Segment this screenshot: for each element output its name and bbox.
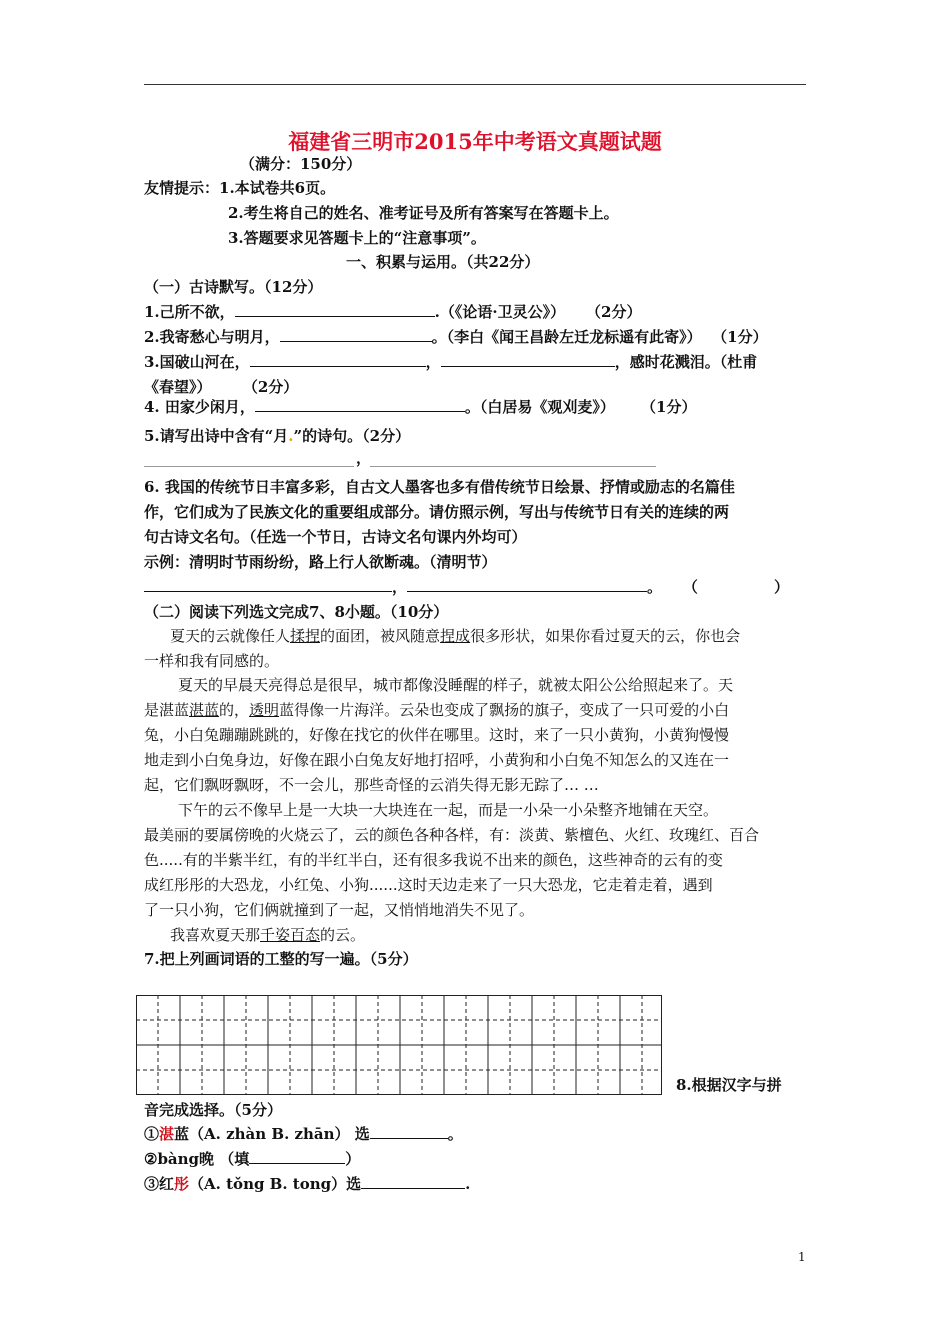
q6-paren-left: （ bbox=[682, 578, 698, 596]
q5-text-end: ”的诗句。（2分） bbox=[293, 427, 411, 445]
part-2-heading: （二）阅读下列选文完成7、8小题。（10分） bbox=[144, 603, 449, 621]
q8-item-3-end: . bbox=[465, 1175, 471, 1193]
q4-text: 4. 田家少闲月， bbox=[144, 398, 255, 416]
question-7: 7.把上列画词语的工整的写一遍。（5分） bbox=[144, 950, 418, 968]
tip-1: 1.本试卷共6页。 bbox=[219, 179, 336, 197]
q6-answer bbox=[144, 577, 789, 597]
q3-source-cont: 《春望》） bbox=[144, 378, 212, 396]
q3-source: ，感时花溅泪。（杜甫 bbox=[614, 353, 758, 371]
word-touming: 透明 bbox=[249, 701, 280, 719]
passage-p3-l2: 最美丽的要属傍晚的火烧云了，云的颜色各种各样，有：淡黄、紫檀色、火红、玫瑰红、百合 bbox=[144, 826, 760, 844]
q8-item-1 bbox=[144, 1124, 463, 1144]
question-3 bbox=[144, 352, 757, 372]
writing-grid[interactable] bbox=[136, 995, 662, 1095]
p2-text-c: 蓝得像一片海洋。云朵也变成了飘扬的旗子，变成了一只可爱的小白 bbox=[279, 701, 730, 719]
passage-p3-l3: 色.....有的半紫半红，有的半红半白，还有很多我说不出来的颜色，这些神奇的云有的变 bbox=[144, 851, 723, 869]
passage-p2-l3: 兔，小白兔蹦蹦跳跳的，好像在找它的伙伴在哪里。这时，来了一只小黄狗，小黄狗慢慢 bbox=[144, 726, 730, 744]
question-4 bbox=[144, 397, 696, 417]
part-1-heading: （一）古诗默写。（12分） bbox=[144, 278, 323, 296]
q8-item-1-options: 蓝（A. zhàn B. zhān） 选 bbox=[174, 1125, 370, 1143]
q8-item-2-text: ②bàng晚 （填 bbox=[144, 1150, 250, 1168]
word-rounie: 揉捏 bbox=[290, 627, 321, 645]
q4-score: （1分） bbox=[641, 398, 697, 416]
q8-item-1-end: 。 bbox=[447, 1125, 463, 1143]
q8-item-1-blank[interactable] bbox=[370, 1124, 448, 1139]
question-1 bbox=[144, 302, 641, 322]
header-rule bbox=[144, 84, 806, 85]
section-1-heading: 一、积累与运用。（共22分） bbox=[346, 253, 540, 271]
q8-item-2-blank[interactable] bbox=[249, 1149, 345, 1164]
passage-p4 bbox=[170, 925, 365, 945]
question-3-cont bbox=[144, 377, 298, 397]
p4-text-c: 的云。 bbox=[320, 926, 366, 944]
q1-source: .（《论语·卫灵公》） bbox=[434, 303, 566, 321]
q6-paren-right: ） bbox=[773, 578, 789, 596]
p2-text-b: 的， bbox=[219, 701, 250, 719]
word-qianzibaitai: 千姿百态 bbox=[260, 926, 321, 944]
q3-text: 3.国破山河在， bbox=[144, 353, 250, 371]
q1-blank[interactable] bbox=[235, 302, 435, 317]
passage-p3-l4: 成红彤彤的大恐龙，小红兔、小狗......这时天边走来了一只大恐龙，它走着走着，遇到 bbox=[144, 876, 713, 894]
page-number: 1 bbox=[798, 1250, 806, 1264]
p4-text-a: 我喜欢夏天那 bbox=[170, 926, 261, 944]
full-score: （满分：150分） bbox=[240, 155, 362, 173]
passage-p2-l2 bbox=[144, 700, 729, 720]
q8-item-1-num: ① bbox=[144, 1125, 160, 1143]
p2-text-a: 是湛蓝 bbox=[144, 701, 190, 719]
q5-answer-line-1[interactable] bbox=[144, 466, 354, 467]
q6-example: 示例：清明时节雨纷纷，路上行人欲断魂。（清明节） bbox=[144, 553, 497, 571]
q2-score: （1分） bbox=[712, 328, 768, 346]
p1-text-e: 很多形状，如果你看过夏天的云，你也会 bbox=[470, 627, 741, 645]
q8-item-3-num: ③ bbox=[144, 1175, 160, 1193]
q2-text: 2.我寄愁心与明月， bbox=[144, 328, 280, 346]
word-zhanlan: 湛蓝 bbox=[189, 701, 220, 719]
q4-source: 。（白居易《观刈麦》） bbox=[464, 398, 615, 416]
tips-line-1 bbox=[144, 178, 335, 198]
q8-item-2 bbox=[144, 1149, 360, 1169]
word-niecheng: 捏成 bbox=[440, 627, 471, 645]
q8-item-3-options: （A. tǒng B. tong）选 bbox=[189, 1175, 362, 1193]
passage-p3-l5: 了一只小狗，它们俩就撞到了一起，又悄悄地消失不见了。 bbox=[144, 901, 535, 919]
q4-blank[interactable] bbox=[255, 397, 465, 412]
q6-line-3: 句古诗文名句。（任选一个节日，古诗文名句课内外均可） bbox=[144, 528, 527, 546]
passage-p1 bbox=[170, 626, 740, 646]
question-5: 5.请写出诗中含有“月.”的诗句。（2分） bbox=[144, 427, 411, 445]
q2-blank[interactable] bbox=[280, 327, 432, 342]
q6-comma: ， bbox=[392, 578, 408, 596]
question-8-heading: 8.根据汉字与拼 bbox=[676, 1076, 782, 1094]
passage-p2-l1: 夏天的早晨天亮得总是很早，城市都像没睡醒的样子，就被太阳公公给照起来了。天 bbox=[178, 676, 734, 694]
q6-period: 。 bbox=[647, 578, 663, 596]
q3-comma: ， bbox=[425, 353, 441, 371]
tip-3: 3.答题要求见答题卡上的“注意事项”。 bbox=[228, 229, 486, 247]
page-title: 福建省三明市2015年中考语文真题试题 bbox=[288, 129, 662, 154]
q8-item-3-char: 彤 bbox=[174, 1175, 190, 1193]
q2-source: 。（李白《闻王昌龄左迁龙标遥有此寄》） bbox=[431, 328, 702, 346]
q6-line-2: 作，它们成为了民族文化的重要组成部分。请仿照示例，写出与传统节日有关的连续的两 bbox=[144, 503, 730, 521]
q8-item-3-blank[interactable] bbox=[361, 1174, 465, 1189]
q3-blank-1[interactable] bbox=[250, 352, 426, 367]
q6-line-1: 6. 我国的传统节日丰富多彩，自古文人墨客也多有借传统节日绘景、抒情或励志的名篇佳 bbox=[144, 478, 735, 496]
passage-p1-cont: 一样和我有同感的。 bbox=[144, 652, 280, 670]
q3-score: （2分） bbox=[242, 378, 299, 396]
q8-item-1-char: 湛 bbox=[159, 1125, 175, 1143]
q8-item-3: ③红彤（A. tǒng B. tong）选 . bbox=[144, 1175, 471, 1193]
passage-p2-l5: 起，它们飘呀飘呀，不一会儿，那些奇怪的云消失得无影无踪了… … bbox=[144, 776, 599, 794]
passage-p2-l4: 地走到小白兔身边，好像在跟小白兔友好地打招呼，小黄狗和小白兔不知怎么的又连在一 bbox=[144, 751, 730, 769]
q8-item-2-end: ） bbox=[345, 1150, 361, 1168]
q1-score: （2分） bbox=[586, 303, 642, 321]
passage-p3-l1: 下午的云不像早上是一大块一大块连在一起，而是一小朵一小朵整齐地铺在天空。 bbox=[178, 801, 719, 819]
q6-blank-1[interactable] bbox=[144, 577, 392, 592]
p1-text-c: 的面团，被风随意 bbox=[320, 627, 441, 645]
p1-text-a: 夏天的云就像任人 bbox=[170, 627, 291, 645]
q5-text: 5.请写出诗中含有“月 bbox=[144, 427, 289, 445]
q6-blank-2[interactable] bbox=[407, 577, 647, 592]
q5-comma: ， bbox=[356, 449, 372, 467]
question-2 bbox=[144, 327, 768, 347]
q5-answer-line-2[interactable] bbox=[370, 466, 656, 467]
q1-text: 1.己所不欲， bbox=[144, 303, 235, 321]
tips-label: 友情提示： bbox=[144, 179, 220, 197]
question-8-heading-cont: 音完成选择。（5分） bbox=[144, 1101, 282, 1119]
q3-blank-2[interactable] bbox=[441, 352, 615, 367]
tip-2: 2.考生将自己的姓名、准考证号及所有答案写在答题卡上。 bbox=[228, 204, 619, 222]
